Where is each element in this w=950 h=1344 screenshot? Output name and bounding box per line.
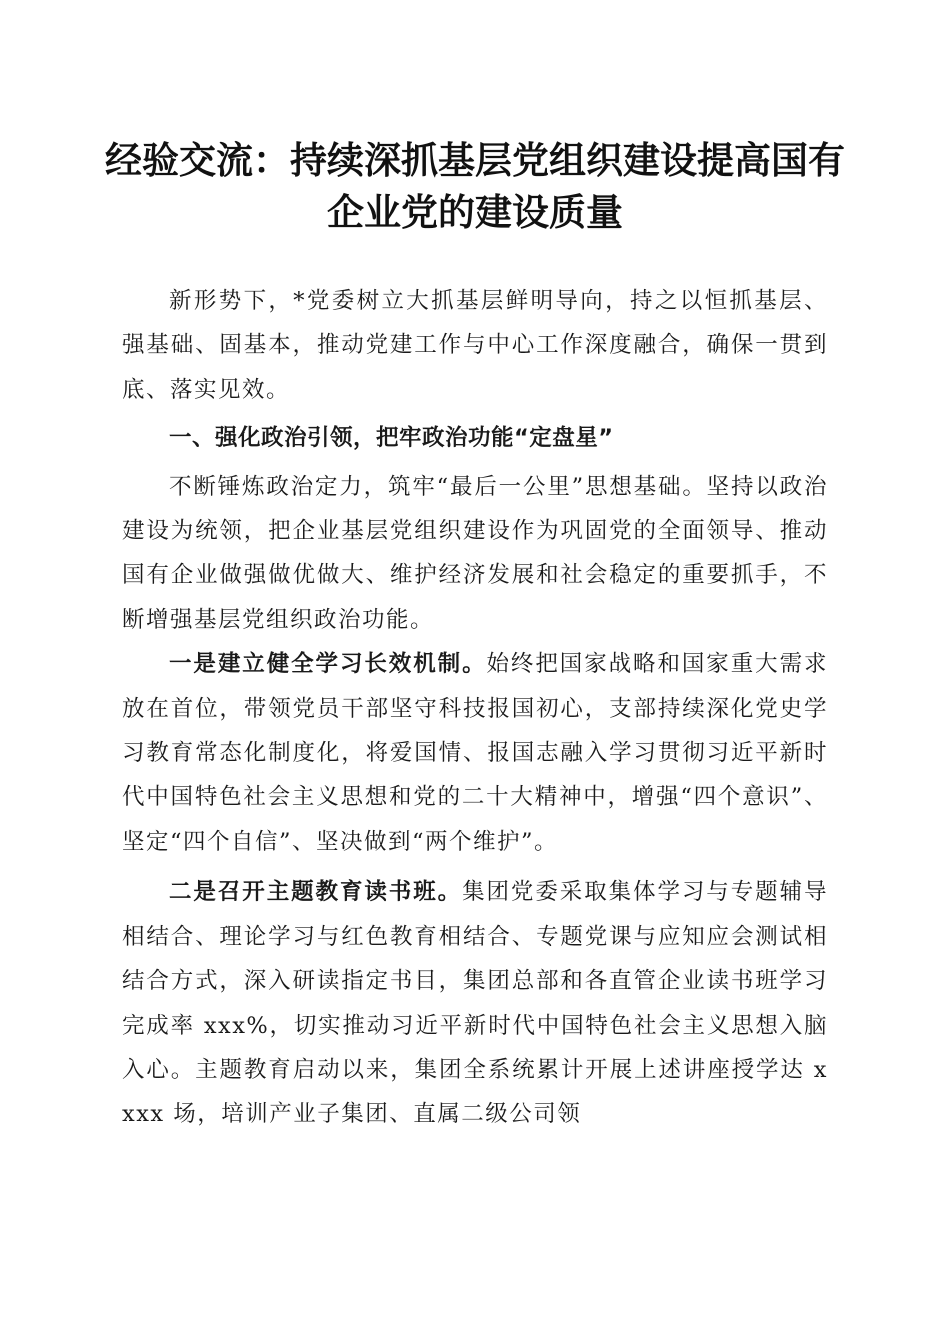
intro-paragraph: 新形势下，*党委树立大抓基层鲜明导向，持之以恒抓基层、强基础、固基本，推动党建工作与中心工作深度融合，确保一贯到底、落实见效。: [122, 288, 828, 403]
section-1-paragraph: 不断锤炼政治定力，筑牢“最后一公里”思想基础。坚持以政治建设为统领，把企业基层党组织建设作为巩固党的全面领导、推动国有企业做强做优做大、维护经济发展和社会稳定的重要抓手，不断增强基层党组织政治功能。: [122, 473, 828, 633]
section-1-heading: 一、强化政治引领，把牢政治功能“定盘星”: [169, 425, 614, 452]
document-title: [100, 134, 850, 238]
item-2-text: 集团党委采取集体学习与专题辅导相结合、理论学习与红色教育相结合、专题党课与应知应会测试相结合方式，深入研读指定书目，集团总部和各直管企业读书班学习完成率 xxx%，切实推动习近平新时代中国特色社会主义思想入脑入心。主题教育启动以来，集团全系统累计开展上述讲座授学达 xxxx 场，培训产业子集团、直属二级公司领: [122, 879, 828, 1128]
item-1-paragraph: [122, 642, 828, 864]
item-2-lead: 二是召开主题教育读书班。: [169, 879, 463, 906]
item-2-paragraph: [122, 870, 828, 1136]
document-body: [122, 279, 828, 1137]
item-1-text: 始终把国家战略和国家重大需求放在首位，带领党员干部坚守科技报国初心，支部持续深化党史学习教育常态化制度化，将爱国情、报国志融入学习贯彻习近平新时代中国特色社会主义思想和党的二十大精神中，增强“四个意识”、坚定“四个自信”、坚决做到“两个维护”。: [122, 651, 828, 855]
title-line-1: 经验交流：持续深抓基层党组织建设提高国有: [105, 138, 845, 182]
item-1-lead: 一是建立健全学习长效机制。: [169, 651, 487, 678]
title-line-2: 企业党的建设质量: [327, 190, 623, 234]
